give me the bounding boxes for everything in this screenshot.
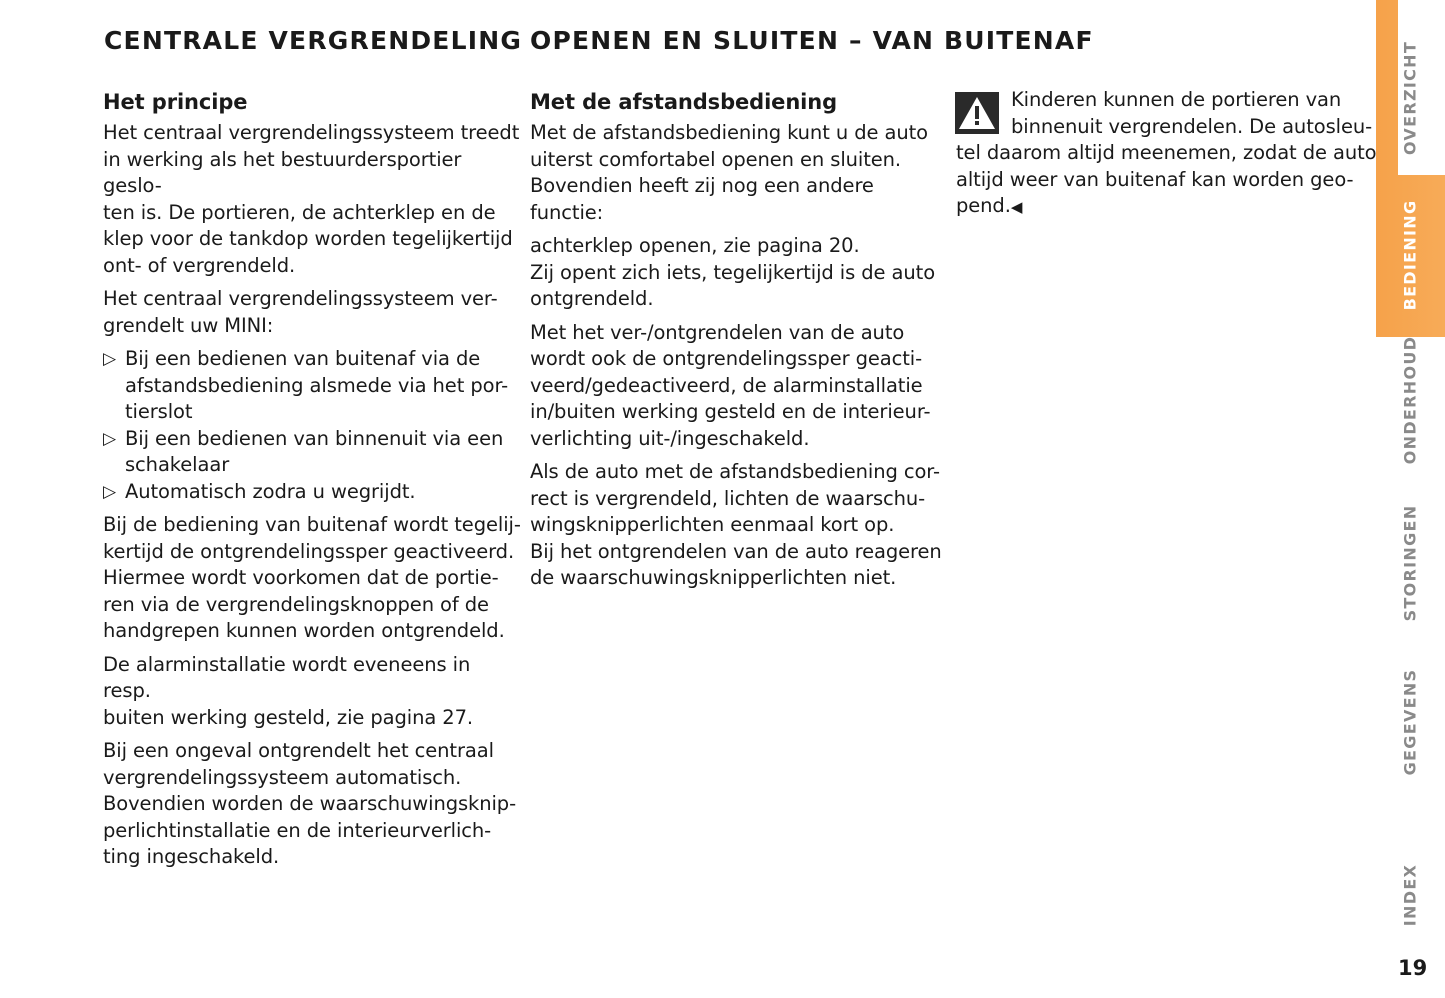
tab-overzicht[interactable]: OVERZICHT — [1400, 40, 1420, 156]
list-item — [103, 479, 523, 506]
paragraph: Bij het ontgrendelen van de auto reageren de waarschuwingsknipperlichten niet. — [530, 539, 942, 589]
warning-line: binnenuit vergrendelen. De autosleu- — [1011, 114, 1373, 138]
warning-line: Kinderen kunnen de portieren van — [1011, 88, 1342, 111]
subheading-het-principe: Het principe — [103, 90, 248, 114]
paragraph: achterklep openen, zie pagina 20. — [530, 234, 860, 257]
paragraph: De alarminstallatie wordt eveneens in resp. buiten werking gesteld, zie pagina 27. — [103, 652, 474, 729]
tab-gegevens[interactable]: GEGEVENS — [1400, 668, 1420, 776]
warning-line: altijd weer van buitenaf kan worden geo- — [956, 167, 1354, 191]
left-column — [103, 88, 523, 878]
list-item-text: Bij een bedienen van buitenaf via de afstandsbediening alsmede via het por- tierslot — [125, 347, 509, 423]
paragraph: Als de auto met de afstandsbediening cor- rect is vergrendeld, lichten de waarschu- wingsknipperlichten eenmaal kort op. — [530, 460, 940, 536]
middle-column — [530, 88, 950, 599]
paragraph: Bij een ongeval ontgrendelt het centraal vergrendelingssysteem automatisch. Bovendien worden de waarschuwingsknip- perlichtinstallatie en de interieurverlich- ting ingeschakeld. — [103, 739, 517, 868]
paragraph: Het centraal vergrendelingssysteem ver- grendelt uw MINI: — [103, 287, 498, 337]
list-item — [103, 346, 523, 426]
warning-text — [956, 87, 1376, 221]
tab-onderhoud[interactable]: ONDERHOUD — [1400, 335, 1420, 465]
list-item — [103, 426, 523, 479]
tab-storingen[interactable]: STORINGEN — [1400, 504, 1420, 622]
warning-line-last — [956, 193, 1376, 221]
warning-line: tel daarom altijd meenemen, zodat de auto — [956, 141, 1377, 164]
triangle-bullet-icon: ▷ — [103, 349, 116, 369]
page-number: 19 — [1398, 956, 1428, 980]
list-item-text: Bij een bedienen van binnenuit via een schakelaar — [125, 426, 504, 476]
paragraph: Bij de bediening van buitenaf wordt tegelij- kertijd de ontgrendelingssper geactiveerd. Hiermee wordt voorkomen dat de portie- ren via de vergrendelingsknoppen of de handgrepen kunnen worden ontgrendeld. — [103, 513, 521, 642]
paragraph: Zij opent zich iets, tegelijkertijd is de auto ontgrendeld. — [530, 260, 936, 310]
paragraph: Met de afstandsbediening kunt u de auto uiterst comfortabel openen en sluiten. Bovendien heeft zij nog een andere functie: — [530, 121, 928, 224]
list-item-text: Automatisch zodra u wegrijdt. — [125, 479, 416, 503]
paragraph: Het centraal vergrendelingssysteem treedt in werking als het bestuurdersportier geslo- ten is. De portieren, de achterklep en de klep voor de tankdop worden tegelijkertijd ont- of vergrendeld. — [103, 121, 520, 277]
section-heading-openen-en-sluiten: OPENEN EN SLUITEN – VAN BUITENAF — [530, 26, 1094, 55]
section-heading-centrale-vergrendeling: CENTRALE VERGRENDELING — [104, 26, 523, 55]
triangle-bullet-icon: ▷ — [103, 428, 116, 449]
end-mark-icon: ◀ — [1010, 198, 1023, 216]
tab-index[interactable]: INDEX — [1400, 863, 1420, 927]
warning-line-text: pend. — [956, 194, 1011, 217]
subheading-met-de-afstandsbediening: Met de afstandsbediening — [530, 90, 838, 114]
chapter-tab-bar — [1376, 0, 1445, 998]
paragraph: Met het ver-/ontgrendelen van de auto wordt ook de ontgrendelingssper geacti- veerd/gedeactiveerd, de alarminstallatie in/buiten werking gesteld en de interieur- verlichting uit-/ingeschakeld. — [530, 320, 931, 450]
bullet-list — [103, 346, 523, 505]
triangle-bullet-icon: ▷ — [103, 481, 116, 502]
tab-bediening[interactable]: BEDIENING — [1400, 199, 1420, 311]
